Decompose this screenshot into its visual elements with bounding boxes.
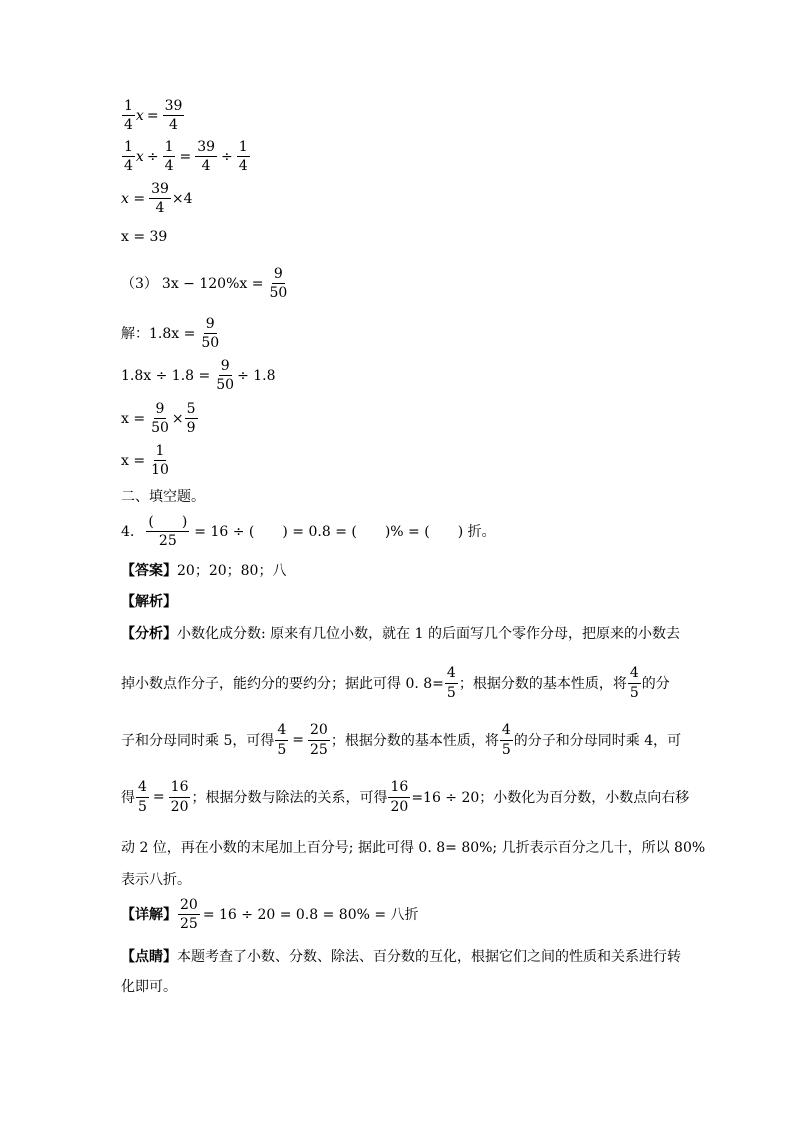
analysis-line-5 <box>121 837 706 857</box>
answer-tag: 【答案】 <box>121 563 177 579</box>
text: 小数化成分数: 原来有几位小数，就在 1 的后面写几个零作分母，把原来的小数去 <box>177 626 680 642</box>
solution-line-1 <box>121 316 222 351</box>
text: 得 <box>121 790 135 806</box>
fraction: $\frac{20}{25}$ <box>310 722 328 758</box>
answer-text: 20；20；80；八 <box>177 563 287 579</box>
variable: x <box>135 107 144 124</box>
text: ；根据分数的基本性质，将 <box>458 676 627 692</box>
fraction: $\frac{4}{5}$ <box>277 722 287 758</box>
fraction: $\frac{5}{9}$ <box>186 401 196 437</box>
equation-line-3 <box>121 181 193 216</box>
fraction: $\frac{1}{4}$ <box>164 139 174 175</box>
solution-line-3 <box>121 401 199 436</box>
analysis-sub-tag: 【分析】 <box>121 626 177 642</box>
fraction: $\frac{39}{4}$ <box>164 98 183 134</box>
question-text: = 16 ÷ ( ) = 0.8 = ( )% = ( ) 折。 <box>194 523 496 540</box>
equation-line-4: x = 39 <box>121 229 168 245</box>
analysis-tag: 【解析】 <box>121 594 177 610</box>
section-heading: 二、填空题。 <box>121 489 205 505</box>
equals: = <box>152 789 165 805</box>
fraction: $\frac{39}{4}$ <box>197 139 216 175</box>
text: 表示八折。 <box>121 872 191 888</box>
analysis-line-2 <box>121 664 681 702</box>
question-3 <box>121 266 290 301</box>
text: ；根据分数的基本性质，将 <box>330 733 499 749</box>
equation-lhs: x = <box>121 452 146 469</box>
multiply-sign: × <box>171 410 184 427</box>
fraction: $\frac{9}{50}$ <box>201 316 220 352</box>
fraction: $\frac{9}{50}$ <box>216 358 235 394</box>
analysis-line-6 <box>121 869 681 889</box>
analysis-line-3 <box>121 721 681 759</box>
solution-line-2 <box>121 358 276 393</box>
equation-rest: ×4 <box>171 190 193 207</box>
answer-line <box>121 564 286 578</box>
equation-lhs: 1.8x ÷ 1.8 = <box>121 367 211 384</box>
equals: = <box>146 107 159 124</box>
text: ；根据分数与除法的关系，可得 <box>191 790 388 806</box>
text: 的分 <box>641 676 670 692</box>
detail-text: = 16 ÷ 20 = 0.8 = 80% = 八折 <box>202 906 419 923</box>
review-line-2 <box>121 976 681 996</box>
text: 掉小数点作分子，能约分的要约分；据此可得 0. 8= <box>121 676 444 692</box>
analysis-line-1 <box>121 623 681 643</box>
equation-line-2 <box>121 139 251 174</box>
equation-lhs: x = <box>121 410 146 427</box>
equation-lhs: x = <box>121 190 146 207</box>
fraction: $\frac{1}{4}$ <box>238 139 248 175</box>
fraction: $\frac{20}{25}$ <box>180 897 198 933</box>
equals: = <box>292 732 305 748</box>
text: 本题考查了小数、分数、除法、百分数的互化，根据它们之间的性质和关系进行转 <box>177 949 681 965</box>
question-4 <box>121 514 496 549</box>
fraction: 1 4 <box>124 139 133 175</box>
text: =16 ÷ 20；小数化为百分数，小数点向右移 <box>411 790 690 806</box>
equation-lhs: 1.8x = <box>149 325 196 342</box>
fraction: 4 5 <box>501 722 511 758</box>
review-tag: 【点睛】 <box>121 949 177 965</box>
variable: x <box>135 148 144 165</box>
detail-line <box>121 897 419 932</box>
question-label: （3） <box>121 275 158 292</box>
fraction: $\frac{39}{4}$ <box>151 181 169 217</box>
analysis-line-4 <box>121 778 690 816</box>
equation-lhs: 3x − 120%x = <box>161 275 264 292</box>
fraction: 1 4 <box>124 98 133 134</box>
text: 化即可。 <box>121 979 177 995</box>
fraction: $\frac{9}{50}$ <box>269 266 288 302</box>
solution-line-4 <box>121 443 172 478</box>
fraction: $\frac{9}{50}$ <box>151 401 169 437</box>
fraction: $\frac{16}{20}$ <box>390 779 409 815</box>
fraction: ( ) 25 <box>148 514 188 550</box>
divide-sign: ÷ <box>146 148 159 165</box>
text: 动 2 位，再在小数的末尾加上百分号; 据此可得 0. 8= 80%; 几折表示百分之几十，所以 80% <box>121 840 706 856</box>
equation-rest: ÷ 1.8 <box>237 367 276 384</box>
solution-label: 解： <box>121 325 149 342</box>
equation-line-1 <box>121 98 185 133</box>
fraction: $\frac{4}{5}$ <box>446 665 456 701</box>
divide-sign: ÷ <box>221 148 233 165</box>
fraction: 4 5 <box>629 665 639 701</box>
text: 子和分母同时乘 5，可得 <box>121 733 275 749</box>
analysis-heading <box>121 595 177 609</box>
fraction: $\frac{1}{10}$ <box>151 443 169 479</box>
question-label: 4. <box>121 523 135 540</box>
equals: = <box>179 148 192 165</box>
review-paragraph <box>121 946 681 996</box>
detail-tag: 【详解】 <box>121 906 177 923</box>
text: 的分子和分母同时乘 4，可 <box>513 733 682 749</box>
analysis-paragraph <box>121 623 706 889</box>
review-line-1 <box>121 946 681 966</box>
fraction: $\frac{4}{5}$ <box>138 779 147 815</box>
fraction: $\frac{16}{20}$ <box>170 779 189 815</box>
